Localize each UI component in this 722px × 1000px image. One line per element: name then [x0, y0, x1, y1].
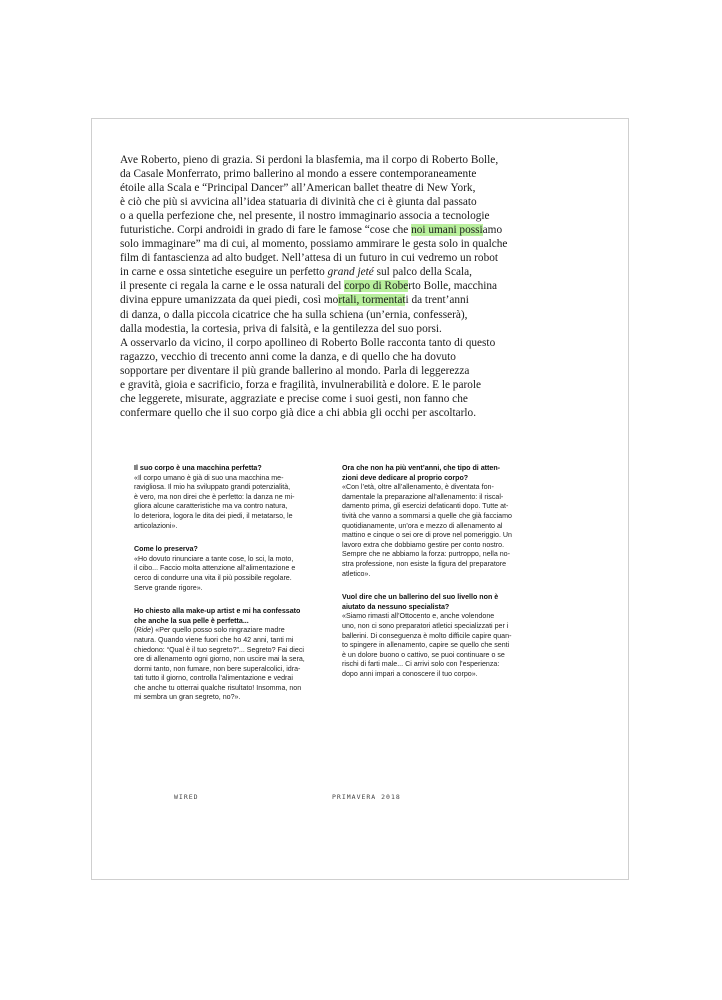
footer-magazine-name: WIRED [174, 793, 199, 801]
intro-line [120, 153, 595, 167]
footer-issue: PRIMAVERA 2018 [332, 793, 401, 801]
intro-text: di danza, o dalla piccola cicatrice che ha sulla schiena (un’ernia, confesserà), [120, 308, 468, 321]
intro-text: étoile alla Scala e “Principal Dancer” all’American ballet theatre di New York, [120, 182, 476, 195]
intro-text: i da trent’anni [405, 294, 469, 307]
highlighted-text: rtali, tormentat [338, 294, 406, 307]
qa-block [134, 545, 314, 593]
highlighted-text: corpo di Robe [344, 280, 409, 293]
question-line: Come lo preserva? [134, 545, 198, 554]
answer-line: il cibo... Faccio molta attenzione all’alimentazione e [134, 564, 296, 573]
answer-line: stra professione, non esiste la figura del preparatore [342, 559, 507, 568]
intro-text: divina eppure umanizzata da quei piedi, così mo [120, 294, 339, 307]
answer-line: mattino e cinque o sei ore di prove nel pomeriggio. Un [342, 531, 512, 540]
answer-line: damento prima, gli esercizi defaticanti dopo. Tutte at- [342, 502, 509, 511]
answer-line: ore di allenamento ogni giorno, non uscire mai la sera, [134, 655, 305, 664]
intro-text: futuristiche. Corpi androidi in grado di fare le famose “cose che [120, 224, 412, 237]
intro-text: A osservarlo da vicino, il corpo apollineo di Roberto Bolle racconta tanto di questo [120, 336, 496, 349]
answer-line: to spingere in allenamento, capire se quello che senti [342, 641, 510, 650]
answer-line: lo deteriora, logora le dita dei piedi, il metatarso, le [134, 511, 293, 520]
intro-text: e gravità, gioia e sacrificio, forza e fragilità, invulnerabilità e dolore. E le parole [120, 378, 482, 391]
interview-question [134, 607, 314, 626]
answer-line: «Con l’età, oltre all’allenamento, è diventata fon- [342, 483, 494, 492]
interview-column-right [342, 464, 534, 693]
question-line: Ho chiesto alla make-up artist e mi ha confessato [134, 607, 301, 616]
intro-line [120, 237, 595, 251]
intro-text: è ciò che più si avvicina all’idea statuaria di divinità che ci è giunta dal passato [120, 196, 477, 209]
magazine-page [91, 118, 629, 880]
interview-answer [134, 626, 314, 703]
intro-line [120, 322, 595, 336]
qa-block [342, 593, 534, 679]
answer-line: è vero, ma non direi che è perfetto: la danza ne mi- [134, 492, 295, 501]
intro-line [120, 336, 595, 350]
answer-line: tività che vanno a sommarsi a quelle che già facciamo [342, 511, 512, 520]
interview-answer [134, 555, 314, 593]
answer-line: Sempre che ne abbiamo la forza: purtroppo, nella no- [342, 550, 510, 559]
answer-line: mi sembra un gran segreto, no?». [134, 693, 241, 702]
intro-text: ragazzo, vecchio di trecento anni come la danza, e di quello che ha dovuto [120, 350, 456, 363]
interview-answer [342, 612, 534, 679]
answer-line: «Il corpo umano è già di suo una macchina me- [134, 473, 284, 482]
question-line: che anche la sua pelle è perfetta... [134, 616, 249, 625]
answer-line: atletico». [342, 569, 371, 578]
intro-line [120, 279, 595, 293]
question-line: Il suo corpo è una macchina perfetta? [134, 464, 262, 472]
answer-line: quotidianamente, un’ora e mezzo di allenamento al [342, 521, 503, 530]
interview-question [342, 464, 534, 483]
answer-line: dopo anni impari a conoscere il tuo corpo». [342, 669, 478, 678]
intro-line [120, 406, 595, 420]
interview-question [134, 464, 314, 474]
interview-question [342, 593, 534, 612]
intro-text: dalla modestia, la cortesia, priva di falsità, e la gentilezza del suo porsi. [120, 322, 442, 335]
answer-line: è un dolore buono o cattivo, se puoi continuare o se [342, 650, 505, 659]
intro-line [120, 251, 595, 265]
answer-line: lavoro extra che dobbiamo gestire per conto nostro. [342, 540, 505, 549]
intro-line [120, 378, 595, 392]
answer-line: gliora alcune caratteristiche ma va contro natura, [134, 502, 288, 511]
interview-answer [342, 483, 534, 579]
answer-line: cerco di condurre una vita il più possibile regolare. [134, 573, 292, 582]
answer-line: «Siamo rimasti all’Ottocento e, anche volendone [342, 612, 495, 621]
question-line: zioni deve dedicare al proprio corpo? [342, 473, 469, 482]
intro-text: Ave Roberto, pieno di grazia. Si perdoni la blasfemia, ma il corpo di Roberto Bolle, [120, 154, 499, 166]
answer-line: rischi di farti male... Ci arrivi solo con l’esperienza: [342, 660, 500, 669]
answer-line: tati tutto il giorno, controlla l’alimentazione e vedrai [134, 674, 293, 683]
intro-text: che leggerete, misurate, aggraziate e precise come i suoi gesti, non fanno che [120, 392, 468, 405]
intro-text: in carne e ossa sintetiche eseguire un perfetto [120, 266, 328, 279]
answer-line: chiedono: “Qual è il tuo segreto?”... Segreto? Fai dieci [134, 645, 304, 654]
intro-paragraph [120, 153, 595, 420]
intro-text: confermare quello che il suo corpo già dice a chi abbia gli occhi per ascoltarlo. [120, 406, 477, 419]
answer-line: «Ho dovuto rinunciare a tante cose, lo sci, la moto, [134, 554, 294, 563]
intro-line [120, 308, 595, 322]
intro-line [120, 223, 595, 237]
intro-line [120, 293, 595, 307]
qa-block [342, 464, 534, 579]
intro-text: amo [482, 224, 503, 237]
intro-text: film di fantascienza ad alto budget. Nell’attesa di un futuro in cui vedremo un robot [120, 252, 499, 265]
answer-line: (Ride) «Per quello posso solo ringraziare madre [134, 626, 285, 635]
qa-block [134, 607, 314, 703]
intro-text: sul palco della Scala, [373, 266, 472, 279]
answer-line: natura. Quando viene fuori che ho 42 anni, tanti mi [134, 635, 294, 644]
answer-line: dormi tanto, non fumare, non bere superalcolici, idra- [134, 664, 301, 673]
answer-line: ravigliosa. Il mio ha sviluppato grandi potenzialità, [134, 483, 291, 492]
highlighted-text: noi umani possi [411, 224, 483, 237]
answer-line: ballerini. Di conseguenza è molto difficile capire quan- [342, 631, 512, 640]
qa-block [134, 464, 314, 531]
question-line: Ora che non ha più vent’anni, che tipo di atten- [342, 464, 501, 472]
intro-text: da Casale Monferrato, primo ballerino al mondo a essere contemporaneamente [120, 168, 477, 181]
intro-text: il presente ci regala la carne e le ossa naturali del [120, 280, 345, 293]
intro-line [120, 364, 595, 378]
intro-line [120, 209, 595, 223]
question-line: aiutato da nessuno specialista? [342, 602, 450, 611]
answer-line: damentale la preparazione all’allenamento: il riscal- [342, 492, 504, 501]
interview-column-left [134, 464, 314, 717]
answer-line: che anche tu otterrai qualche risultato! Insomma, non [134, 683, 302, 692]
italic-text: grand jeté [327, 266, 374, 279]
intro-line [120, 350, 595, 364]
intro-line [120, 181, 595, 195]
answer-line: Serve grande rigore». [134, 583, 203, 592]
answer-line: articolazioni». [134, 521, 178, 530]
intro-text: sopportare per diventare il più grande ballerino al mondo. Parla di leggerezza [120, 364, 470, 377]
interview-question [134, 545, 314, 555]
interview-answer [134, 474, 314, 532]
intro-line [120, 167, 595, 181]
question-line: Vuol dire che un ballerino del suo livello non è [342, 593, 499, 602]
intro-line [120, 265, 595, 279]
intro-text: rto Bolle, macchina [408, 280, 498, 293]
intro-text: solo immaginare” ma di cui, al momento, possiamo ammirare le gesta solo in qualche [120, 238, 508, 251]
answer-line: uno, non ci sono preparatori atletici specializzati per i [342, 621, 509, 630]
intro-line [120, 392, 595, 406]
intro-text: o a quella perfezione che, nel presente, il nostro immaginario associa a tecnologie [120, 210, 490, 223]
intro-line [120, 195, 595, 209]
